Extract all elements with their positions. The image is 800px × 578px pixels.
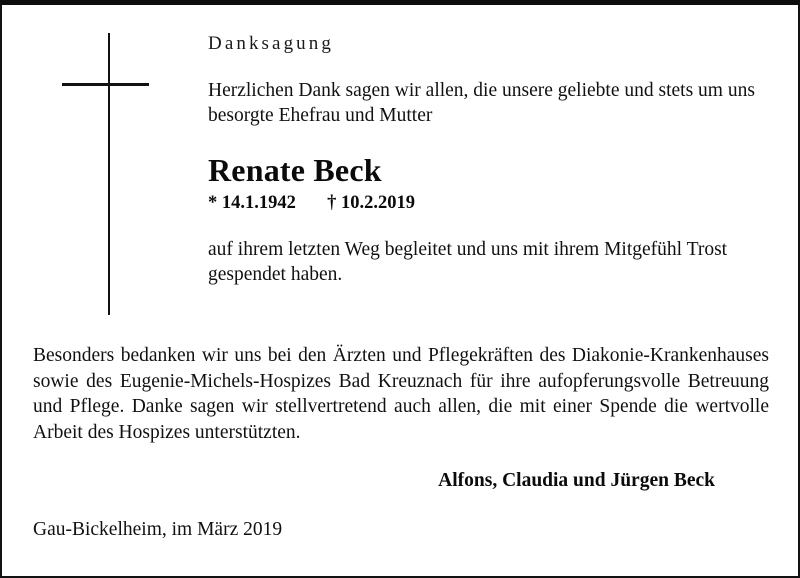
notice-kicker: Danksagung: [208, 33, 334, 54]
body-paragraph: Besonders bedanken wir uns bei den Ärzten und Pflegekräften des Diakonie-Krankenhauses sowie des Eugenie-Michels-Hospizes Bad Kreuznach für ihre aufopferungsvolle Betreuung und Pflege. Danke sagen wir stellvertretend auch allen, die mit einer Spende die wertvolle Arbeit des Hospizes unterstützten.: [33, 345, 769, 443]
lead-paragraph-continued: auf ihrem letzten Weg begleitet und uns mit ihrem Mitgefühl Trost gespendet haben.: [208, 239, 728, 285]
lead-paragraph: Herzlichen Dank sagen wir allen, die unsere geliebte und stets um uns besorgte Ehefrau und Mutter: [208, 80, 755, 126]
signature-line: Alfons, Claudia und Jürgen Beck: [438, 470, 715, 491]
place-and-date: Gau-Bickelheim, im März 2019: [33, 519, 283, 540]
death-date: 10.2.2019: [341, 193, 415, 213]
life-dates: [208, 191, 770, 215]
death-symbol: †: [327, 193, 337, 213]
birth-symbol: *: [208, 193, 218, 213]
notice-upper-block: [208, 31, 770, 287]
cross-horizontal-beam: [62, 83, 149, 86]
cross-vertical-beam: [108, 33, 110, 315]
deceased-name: Renate Beck: [208, 152, 382, 188]
christian-cross-icon: [62, 33, 152, 315]
birth-date: 14.1.1942: [221, 193, 296, 213]
notice-body-block: [33, 343, 769, 445]
